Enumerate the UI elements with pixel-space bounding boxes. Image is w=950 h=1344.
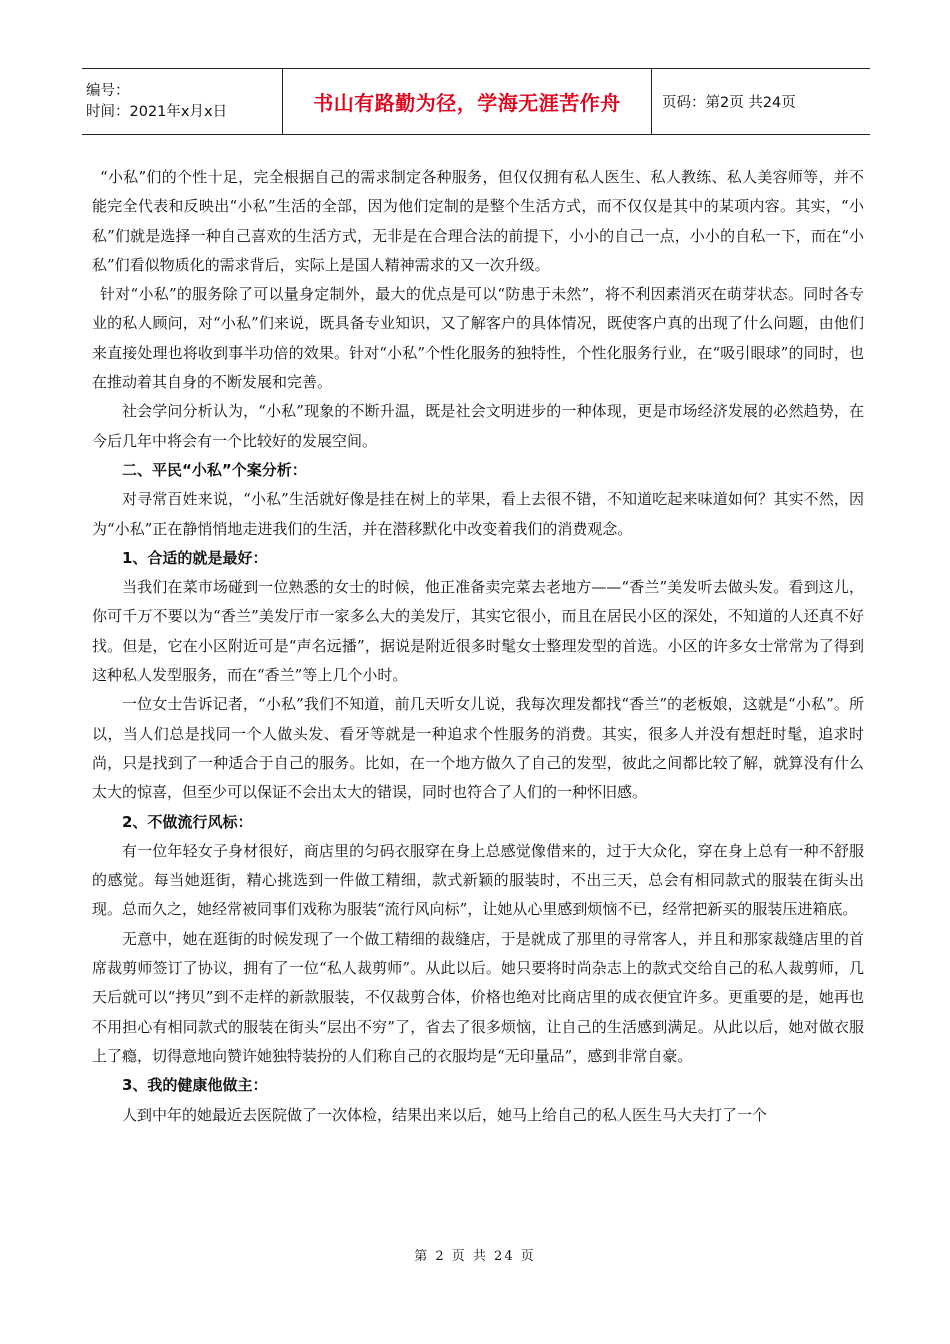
- section-heading: 二、平民“小私”个案分析：: [122, 460, 307, 479]
- header-meta: [82, 69, 282, 134]
- header-page-cell: [652, 69, 870, 134]
- document-body: [92, 163, 864, 1130]
- page-footer: 第 2 页 共 24 页: [414, 1249, 536, 1264]
- body-paragraph: 针对“小私”的服务除了可以量身定制外，最大的优点是可以“防患于未然”，将不利因素消灭在萌芽状态。同时各专业的私人顾问，对“小私”们来说，既具备专业知识，又了解客户的具体情况，既使客户真的出现了什么问题，由他们来直接处理也将收到事半功倍的效果。针对“小私”个性化服务的独特性，个性化服务行业，在“吸引眼球”的同时，也在推动着其自身的不断发展和完善。: [92, 285, 864, 392]
- header-motto: 书山有路勤为径，学海无涯苦作舟: [313, 91, 621, 115]
- body-paragraph: 对寻常百姓来说，“小私”生活就好像是挂在树上的苹果，看上去很不错，不知道吃起来味道如何？其实不然，因为“小私”正在静悄悄地走进我们的生活，并在潜移默化中改变着我们的消费观念。: [92, 490, 864, 538]
- body-paragraph: 一位女士告诉记者，“小私”我们不知道，前几天听女儿说，我每次理发都找“香兰”的老板娘，这就是“小私”。所以，当人们总是找同一个人做头发、看牙等就是一种追求个性服务的消费。其实，很多人并没有想赶时髦，追求时尚，只是找到了一种适合于自己的服务。比如，在一个地方做久了自己的发型，彼此之间都比较了解，就算没有什么太大的惊喜，但至少可以保证不会出太大的错误，同时也符合了人们的一种怀旧感。: [92, 695, 864, 802]
- body-paragraph: 有一位年轻女子身材很好，商店里的匀码衣服穿在身上总感觉像借来的，过于大众化，穿在身上总有一种不舒服的感觉。每当她逛街，精心挑选到一件做工精细，款式新颖的服装时，不出三天，总会有相同款式的服装在街头出现。总而久之，她经常被同事们戏称为服装“流行风向标”，让她从心里感到烦恼不已，经常把新买的服装压进箱底。: [92, 841, 864, 919]
- subsection-heading: 2、不做流行风标：: [122, 812, 253, 831]
- header-motto-cell: [282, 69, 652, 134]
- page-header: [82, 68, 870, 135]
- subsection-heading: 1、合适的就是最好：: [122, 548, 268, 567]
- body-paragraph: 人到中年的她最近去医院做了一次体检，结果出来以后，她马上给自己的私人医生马大夫打了一个: [122, 1105, 768, 1124]
- subsection-heading: 3、我的健康他做主：: [122, 1076, 268, 1095]
- body-paragraph: 无意中，她在逛街的时候发现了一个做工精细的裁缝店，于是就成了那里的寻常客人，并且和那家裁缝店里的首席裁剪师签订了协议，拥有了一位“私人裁剪师”。从此以后。她只要将时尚杂志上的款式交给自己的私人裁剪师，几天后就可以“拷贝”到不走样的新款服装，不仅裁剪合体，价格也绝对比商店里的成衣便宜许多。更重要的是，她再也不用担心有相同款式的服装在街头“层出不穷”了，省去了很多烦恼，让自己的生活感到满足。从此以后，她对做衣服上了瘾，切得意地向赞许她独特装扮的人们称自己的衣服均是“无印量品”，感到非常自豪。: [92, 929, 864, 1065]
- body-paragraph: 当我们在菜市场碰到一位熟悉的女士的时候，他正准备卖完菜去老地方——“香兰”美发听去做头发。看到这儿，你可千万不要以为“香兰”美发厅市一家多么大的美发厅，其实它很小，而且在居民小区的深处，不知道的人还真不好找。但是，它在小区附近可是“声名远播”，据说是附近很多时髦女士整理发型的首选。小区的许多女士常常为了得到这种私人发型服务，而在“香兰”等上几个小时。: [92, 578, 864, 685]
- body-paragraph: “小私”们的个性十足，完全根据自己的需求制定各种服务，但仅仅拥有私人医生、私人教练、私人美容师等，并不能完全代表和反映出“小私”生活的全部，因为他们定制的是整个生活方式，而不仅仅是其中的某项内容。其实，“小私”们就是选择一种自己喜欢的生活方式，无非是在合理合法的前提下，小小的自己一点，小小的自私一下，而在“小私”们看似物质化的需求背后，实际上是国人精神需求的又一次升级。: [92, 168, 864, 274]
- page-number-label: 页码：第2页 共24页: [662, 95, 796, 111]
- document-date-label: 时间：2021年x月x日: [86, 103, 228, 120]
- document-number-label: 编号：: [86, 82, 130, 99]
- body-paragraph: 社会学问分析认为，“小私”现象的不断升温，既是社会文明进步的一种体现，更是市场经济发展的必然趋势，在今后几年中将会有一个比较好的发展空间。: [92, 402, 864, 450]
